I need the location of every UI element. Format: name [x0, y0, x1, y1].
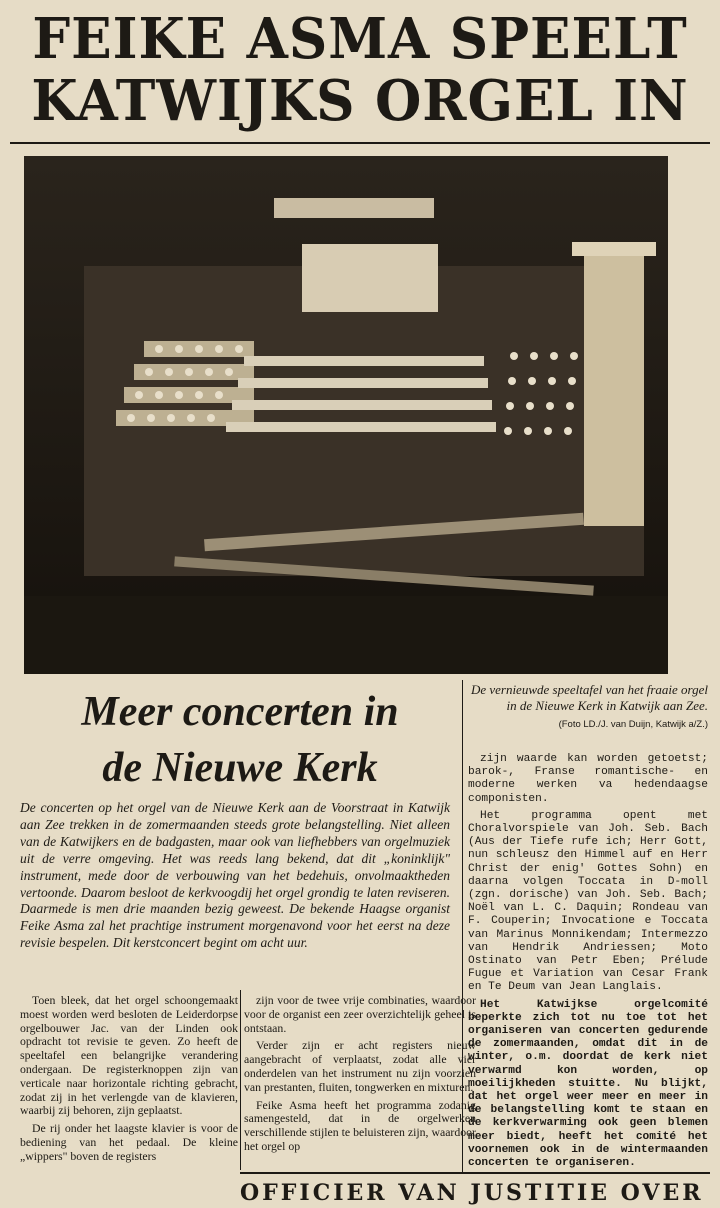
- column-rule-middle: [240, 990, 241, 1170]
- top-divider: [10, 142, 710, 144]
- photo-caption: [468, 682, 708, 733]
- article-paragraph: zijn waarde kan worden getoetst; barok-, Franse romantische- en moderne werken va hedendaagse componisten.: [468, 753, 708, 805]
- article-column-2: [244, 994, 476, 1158]
- article-paragraph: Het Katwijkse orgelcomité beperkte zich tot nu toe tot het organiseren van concerten gedurende de zomermaanden, omdat dit in de winter, o.m. doordat de kerk niet verwarmd kon worden, op moeilijkheden stuitte. Nu blijkt, dat het orgel weer meer en meer in de belangstelling komt te staan en de kerkverwarming ook geen blemen meer biedt, heeft het comité het voornemen ook in de wintermaanden concerten te organiseren.: [468, 998, 708, 1170]
- headline: [28, 8, 693, 132]
- article-paragraph: Feike Asma heeft het programma zodanig samengesteld, dat in de orgelwerken verschillende stijlen te beluisteren zijn, waardoor het orgel op: [244, 1097, 476, 1153]
- intro-paragraph: De concerten op het orgel van de Nieuwe Kerk aan de Voorstraat in Katwijk aan Zee trekken in de zomermaanden steeds grote belangstelling. Niet alleen van de Katwijkers en de badgasten, maar ook van liefhebbers van orgelmuziek uit de verre omgeving. Het was reeds lang bekend, dat dit „koninklijk" instrument, mede door de verbouwing van het bedehuis, onvolmaaktheden vertoonde. Daarom besloot de kerkvoogdij het orgel grondig te laten reviseren. Daarmede is men drie maanden bezig geweest. De bekende Haagse organist Feike Asma zal het prachtige instrument morgenavond voor het eerst na deze revisie bespelen. Dit kerstconcert begint om acht uur.: [20, 800, 450, 951]
- organ-console-illustration: [24, 156, 668, 674]
- caption-text: De vernieuwde speeltafel van het fraaie orgel in de Nieuwe Kerk in Katwijk aan Zee.: [470, 682, 708, 713]
- subheadline-line-1: Meer concerten in: [81, 689, 399, 735]
- article-column-1: [20, 994, 238, 1168]
- next-article-headline: OFFICIER VAN JUSTITIE OVER: [240, 1180, 704, 1206]
- headline-line-2: KATWIJKS ORGEL IN: [31, 68, 689, 134]
- article-paragraph: Toen bleek, dat het orgel schoongemaakt moest worden werd besloten de Leiderdorpse orgelbouwer Jac. van der Linden ook opdracht tot revisie te geven. Zo heeft de speeltafel een belangrijke verandering ondergaan. De registerknoppen zijn van verticale naar horizontale richting gebracht, zodat zij in het verlengde van de klavieren, waarbij zij behoren, zijn geplaatst.: [20, 993, 238, 1118]
- photo-credit: (Foto LD./J. van Duijn, Katwijk a/Z.): [558, 719, 708, 730]
- subheadline: [20, 684, 460, 796]
- article-paragraph: Het programma opent met Choralvorspiele van Joh. Seb. Bach (Aus der Tiefe rufe ich; Herr Gott, nun schleusz den Himmel auf en Herr Christ der enig' Gottes Sohn) en daarna volgen Toccata in D-moll (zgn. dorische) van Joh. Seb. Bach; Noël van L. C. Daquin; Rondeau van F. Couperin; Invocatione e Toccata van Marinus Monnikendam; Intermezzo van Hendrik Andriessen; Moto Ostinato van Petr Eben; Prélude Fugue et Variation van Cesar Frank en Te Deum van Jean Langlais.: [468, 809, 708, 994]
- bottom-divider: [240, 1172, 710, 1174]
- article-column-3: [468, 753, 708, 1174]
- headline-line-1: FEIKE ASMA SPEELT: [32, 6, 688, 72]
- article-paragraph: De rij onder het laagste klavier is voor de bediening van het pedaal. De kleine „wippers" boven de registers: [20, 1121, 238, 1163]
- article-paragraph: Verder zijn er acht registers nieuw aangebracht of verplaatst, zodat alle vier onderdelen van het instrument nu zijn voorzien van prestanten, fluiten, tongwerken en mixturen.: [244, 1038, 476, 1094]
- subheadline-line-2: de Nieuwe Kerk: [102, 745, 378, 791]
- organ-console-photo: [24, 156, 668, 674]
- article-paragraph: zijn voor de twee vrije combinaties, waardoor voor de organist een zeer overzichtelijk geheel is ontstaan.: [244, 993, 476, 1035]
